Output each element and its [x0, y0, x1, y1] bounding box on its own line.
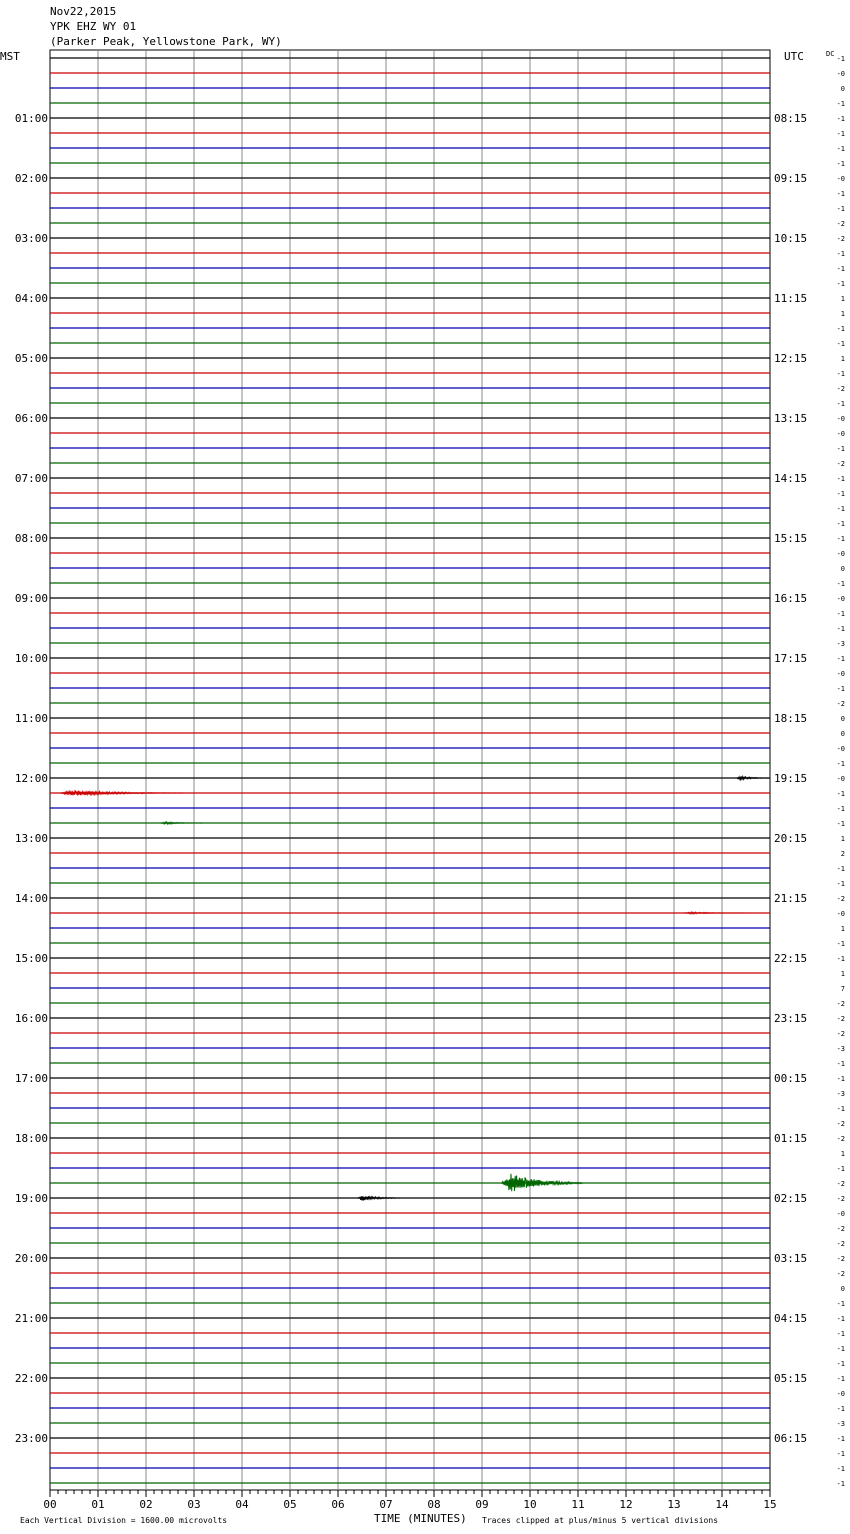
dc-offset-label: -1: [836, 610, 845, 618]
dc-offset-label: -1: [836, 475, 845, 483]
dc-offset-label: -1: [836, 1480, 845, 1488]
right-hour-label: 14:15: [774, 472, 808, 485]
x-tick-label: 04: [235, 1498, 249, 1511]
right-hour-label: 08:15: [774, 112, 808, 125]
dc-offset-label: -1: [836, 1375, 845, 1383]
left-hour-label: 09:00: [14, 592, 48, 605]
left-hour-label: 22:00: [14, 1372, 48, 1385]
dc-offset-label: -0: [836, 745, 845, 753]
dc-offset-label: 0: [840, 565, 845, 573]
plot-date: Nov22,2015: [50, 5, 117, 18]
dc-offset-label: 1: [840, 835, 845, 843]
x-tick-label: 01: [91, 1498, 105, 1511]
clipping-note: Traces clipped at plus/minus 5 vertical divisions: [482, 1516, 719, 1525]
dc-offset-label: -1: [836, 265, 845, 273]
dc-offset-label: -2: [836, 235, 845, 243]
left-hour-label: 07:00: [14, 472, 48, 485]
right-hour-label: 19:15: [774, 772, 808, 785]
dc-offset-label: -1: [836, 1300, 845, 1308]
station-code: YPK EHZ WY 01: [50, 20, 137, 33]
dc-offset-label: -3: [836, 1045, 845, 1053]
dc-offset-label: -1: [836, 1315, 845, 1323]
right-hour-label: 03:15: [774, 1252, 808, 1265]
right-hour-label: 16:15: [774, 592, 808, 605]
x-tick-label: 15: [763, 1498, 777, 1511]
station-location: (Parker Peak, Yellowstone Park, WY): [50, 35, 282, 48]
dc-offset-label: -2: [836, 220, 845, 228]
dc-offset-label: -1: [836, 250, 845, 258]
dc-offset-label: -1: [836, 940, 845, 948]
dc-offset-label: -1: [836, 190, 845, 198]
dc-offset-label: -2: [836, 385, 845, 393]
dc-offset-label: -0: [836, 1390, 845, 1398]
dc-offset-label: -1: [836, 130, 845, 138]
dc-offset-label: -0: [836, 70, 845, 78]
dc-offset-label: -1: [836, 1165, 845, 1173]
dc-offset-label: -1: [836, 115, 845, 123]
dc-offset-label: -2: [836, 1240, 845, 1248]
dc-offset-label: -2: [836, 1255, 845, 1263]
left-hour-label: 16:00: [14, 1012, 48, 1025]
dc-offset-label: -3: [836, 1090, 845, 1098]
dc-offset-label: -2: [836, 1225, 845, 1233]
dc-offset-label: 7: [840, 985, 845, 993]
dc-offset-label: -1: [836, 445, 845, 453]
dc-offset-label: -1: [836, 400, 845, 408]
dc-offset-label: -1: [836, 865, 845, 873]
x-tick-label: 08: [427, 1498, 441, 1511]
dc-offset-label: 1: [840, 355, 845, 363]
dc-offset-label: -1: [836, 805, 845, 813]
dc-offset-label: -1: [836, 370, 845, 378]
dc-offset-label: -1: [836, 655, 845, 663]
left-hour-label: 04:00: [14, 292, 48, 305]
dc-offset-label: 2: [840, 850, 845, 858]
seismic-event: [60, 791, 185, 796]
left-hour-label: 12:00: [14, 772, 48, 785]
dc-offset-label: -2: [836, 1030, 845, 1038]
right-hour-label: 09:15: [774, 172, 808, 185]
vertical-scale-note: Each Vertical Division = 1600.00 microvolts: [20, 1516, 228, 1525]
dc-offset-label: -2: [836, 895, 845, 903]
right-hour-label: 05:15: [774, 1372, 808, 1385]
dc-offset-label: -1: [836, 760, 845, 768]
dc-offset-label: -1: [836, 100, 845, 108]
x-tick-label: 11: [571, 1498, 585, 1511]
dc-offset-label: -1: [836, 790, 845, 798]
right-hour-label: 10:15: [774, 232, 808, 245]
left-hour-label: 08:00: [14, 532, 48, 545]
dc-offset-label: 1: [840, 295, 845, 303]
left-hour-label: 14:00: [14, 892, 48, 905]
left-hour-label: 01:00: [14, 112, 48, 125]
left-hour-label: 15:00: [14, 952, 48, 965]
left-hour-label: 06:00: [14, 412, 48, 425]
left-hour-label: 05:00: [14, 352, 48, 365]
dc-offset-label: -1: [836, 1105, 845, 1113]
x-axis-title: TIME (MINUTES): [374, 1512, 467, 1525]
dc-offset-label: -1: [836, 880, 845, 888]
x-tick-label: 07: [379, 1498, 393, 1511]
dc-offset-label: -1: [836, 505, 845, 513]
dc-offset-label: -0: [836, 910, 845, 918]
x-tick-label: 13: [667, 1498, 681, 1511]
right-timezone-label: UTC: [784, 50, 804, 63]
right-hour-label: 11:15: [774, 292, 808, 305]
dc-offset-label: 0: [840, 1285, 845, 1293]
dc-offset-label: -1: [836, 1360, 845, 1368]
dc-offset-label: 0: [840, 730, 845, 738]
dc-offset-label: -0: [836, 550, 845, 558]
right-hour-label: 17:15: [774, 652, 808, 665]
dc-offset-label: -1: [836, 1465, 845, 1473]
x-tick-label: 02: [139, 1498, 153, 1511]
right-hour-label: 20:15: [774, 832, 808, 845]
right-hour-label: 21:15: [774, 892, 808, 905]
right-hour-label: 13:15: [774, 412, 808, 425]
right-hour-label: 04:15: [774, 1312, 808, 1325]
right-hour-label: 02:15: [774, 1192, 808, 1205]
dc-label: DC: [826, 50, 835, 58]
dc-offset-label: -1: [836, 1345, 845, 1353]
seismic-event: [736, 777, 769, 780]
dc-offset-label: -2: [836, 1120, 845, 1128]
dc-offset-label: -2: [836, 1015, 845, 1023]
left-hour-label: 18:00: [14, 1132, 48, 1145]
dc-offset-label: -0: [836, 775, 845, 783]
right-hour-label: 23:15: [774, 1012, 808, 1025]
dc-offset-label: -1: [836, 1330, 845, 1338]
dc-offset-label: -0: [836, 595, 845, 603]
right-hour-label: 18:15: [774, 712, 808, 725]
x-tick-label: 10: [523, 1498, 537, 1511]
dc-offset-label: -1: [836, 205, 845, 213]
dc-offset-label: 0: [840, 715, 845, 723]
left-hour-label: 02:00: [14, 172, 48, 185]
left-hour-label: 23:00: [14, 1432, 48, 1445]
dc-offset-label: -0: [836, 415, 845, 423]
dc-offset-label: -0: [836, 175, 845, 183]
dc-offset-label: -2: [836, 460, 845, 468]
dc-offset-label: -0: [836, 670, 845, 678]
right-hour-label: 06:15: [774, 1432, 808, 1445]
dc-offset-label: -1: [836, 1060, 845, 1068]
dc-offset-label: -1: [836, 955, 845, 963]
dc-offset-label: -1: [836, 490, 845, 498]
x-tick-label: 09: [475, 1498, 489, 1511]
x-tick-label: 05: [283, 1498, 297, 1511]
dc-offset-label: -2: [836, 1180, 845, 1188]
dc-offset-label: -1: [836, 1075, 845, 1083]
dc-offset-label: -1: [836, 55, 845, 63]
x-tick-label: 06: [331, 1498, 345, 1511]
dc-offset-label: -1: [836, 325, 845, 333]
dc-offset-label: -1: [836, 340, 845, 348]
right-hour-label: 00:15: [774, 1072, 808, 1085]
x-tick-label: 14: [715, 1498, 729, 1511]
dc-offset-label: -0: [836, 1210, 845, 1218]
x-tick-label: 00: [43, 1498, 57, 1511]
dc-offset-label: 1: [840, 970, 845, 978]
x-tick-label: 12: [619, 1498, 633, 1511]
dc-offset-label: -1: [836, 535, 845, 543]
left-hour-label: 20:00: [14, 1252, 48, 1265]
dc-offset-label: -1: [836, 1405, 845, 1413]
right-hour-label: 22:15: [774, 952, 808, 965]
dc-offset-label: -2: [836, 1195, 845, 1203]
left-hour-label: 10:00: [14, 652, 48, 665]
left-hour-label: 17:00: [14, 1072, 48, 1085]
dc-offset-label: -1: [836, 280, 845, 288]
dc-offset-label: -1: [836, 820, 845, 828]
dc-offset-label: 1: [840, 925, 845, 933]
dc-offset-label: -1: [836, 1435, 845, 1443]
dc-offset-label: 0: [840, 85, 845, 93]
dc-offset-label: -3: [836, 1420, 845, 1428]
left-hour-label: 03:00: [14, 232, 48, 245]
dc-offset-label: -2: [836, 700, 845, 708]
left-hour-label: 11:00: [14, 712, 48, 725]
dc-offset-label: -1: [836, 160, 845, 168]
dc-offset-label: -1: [836, 580, 845, 588]
left-hour-label: 13:00: [14, 832, 48, 845]
left-hour-label: 21:00: [14, 1312, 48, 1325]
dc-offset-label: -1: [836, 625, 845, 633]
dc-offset-label: -3: [836, 640, 845, 648]
dc-offset-label: -1: [836, 685, 845, 693]
left-timezone-label: MST: [0, 50, 20, 63]
dc-offset-label: -2: [836, 1000, 845, 1008]
dc-offset-label: 1: [840, 1150, 845, 1158]
seismic-event: [501, 1174, 582, 1191]
dc-offset-label: -2: [836, 1270, 845, 1278]
dc-offset-label: -2: [836, 1135, 845, 1143]
dc-offset-label: 1: [840, 310, 845, 318]
right-hour-label: 12:15: [774, 352, 808, 365]
right-hour-label: 15:15: [774, 532, 808, 545]
plot-frame: [50, 50, 770, 1490]
x-tick-label: 03: [187, 1498, 201, 1511]
dc-offset-label: -1: [836, 520, 845, 528]
dc-offset-label: -1: [836, 145, 845, 153]
right-hour-label: 01:15: [774, 1132, 808, 1145]
dc-offset-label: -1: [836, 1450, 845, 1458]
left-hour-label: 19:00: [14, 1192, 48, 1205]
dc-offset-label: -0: [836, 430, 845, 438]
